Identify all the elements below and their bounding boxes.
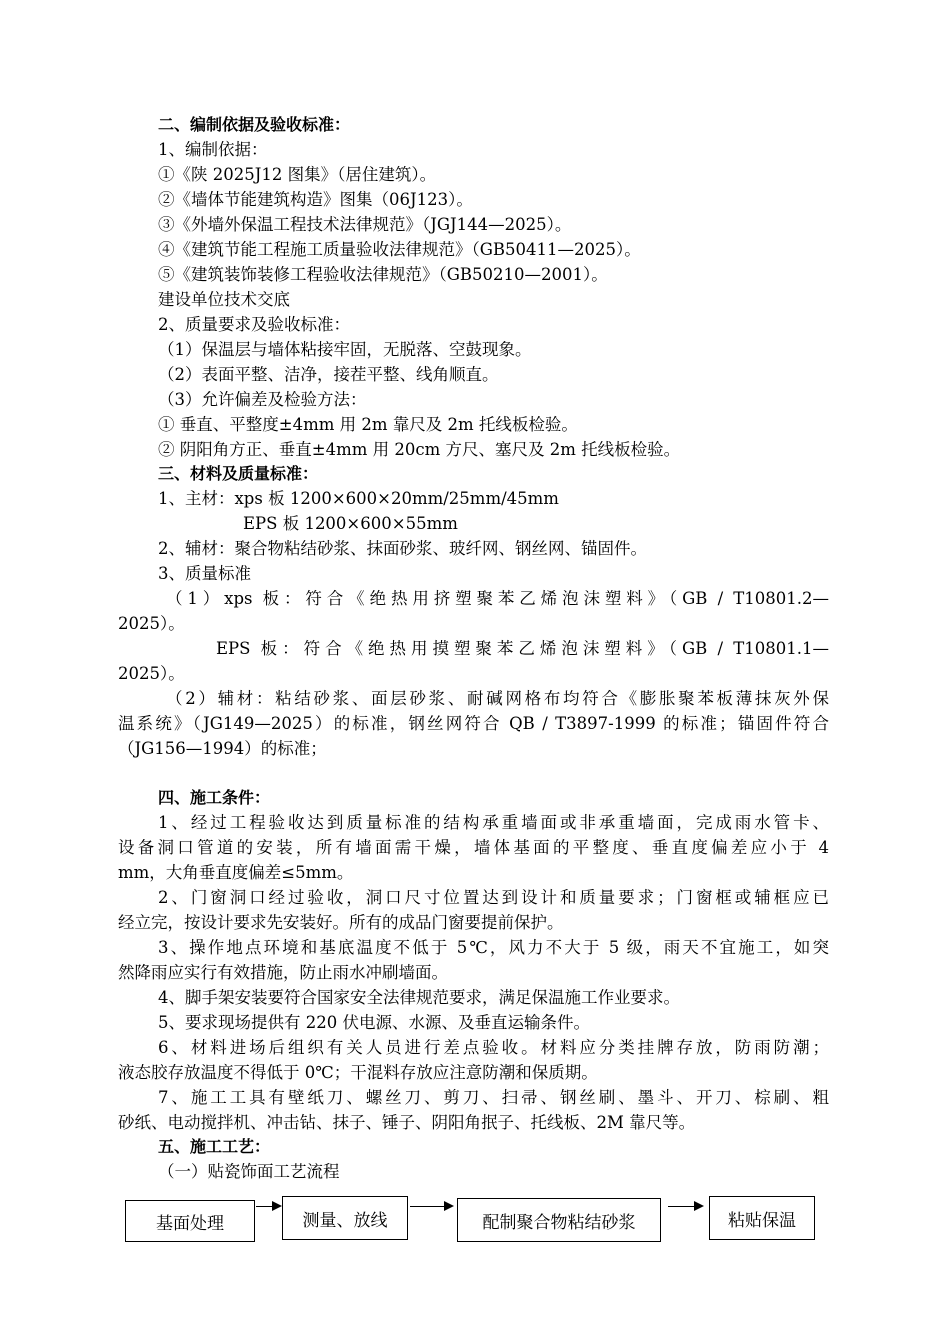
paragraph-line: 2、门窗洞口经过验收，洞口尺寸位置达到设计和质量要求；门窗框或辅框应已: [158, 888, 829, 907]
paragraph-line: 4、脚手架安装要符合国家安全法律规范要求，满足保温施工作业要求。: [158, 988, 680, 1007]
paragraph-line: 温系统》（JG149—2025）的标准，钢丝网符合 QB / T3897-1999 的标准；锚固件符合: [118, 714, 829, 733]
paragraph-line: ⑤《建筑装饰装修工程验收法律规范》（GB50210—2001）。: [158, 265, 608, 284]
paragraph-line: ② 阴阳角方正、垂直±4mm 用 20cm 方尺、塞尺及 2m 托线板检验。: [158, 440, 681, 459]
paragraph-line: ①《陕 2025J12 图集》（居住建筑）。: [158, 165, 437, 184]
paragraph-line: 2025）。: [118, 614, 185, 633]
paragraph-line: （2）辅材：粘结砂浆、面层砂浆、耐碱网格布均符合《膨胀聚苯板薄抹灰外保: [166, 689, 829, 708]
paragraph-line: 2、质量要求及验收标准：: [158, 315, 350, 334]
paragraph-line: 砂纸、电动搅拌机、冲击钻、抹子、锤子、阴阳角抿子、托线板、2M 靠尺等。: [118, 1113, 696, 1132]
paragraph-line: 1、经过工程验收达到质量标准的结构承重墙面或非承重墙面，完成雨水管卡、: [158, 813, 829, 832]
paragraph-line: 2025）。: [118, 664, 185, 683]
paragraph-line: （2）表面平整、洁净，接茬平整、线角顺直。: [158, 365, 499, 384]
paragraph-line: 然降雨应实行有效措施，防止雨水冲刷墙面。: [118, 963, 448, 982]
paragraph-line: 2、辅材：聚合物粘结砂浆、抹面砂浆、玻纤网、钢丝网、锚固件。: [158, 539, 647, 558]
section-heading: 二、编制依据及验收标准：: [158, 115, 351, 134]
paragraph-line: mm，大角垂直度偏差≤5mm。: [118, 863, 354, 882]
section-heading: 三、材料及质量标准：: [158, 464, 319, 483]
paragraph-line: 液态胶存放温度不得低于 0℃；干混料存放应注意防潮和保质期。: [118, 1063, 598, 1082]
flow-step-measure-layout: 测量、放线: [282, 1196, 408, 1240]
paragraph-line: （1）保温层与墙体粘接牢固，无脱落、空鼓现象。: [158, 340, 532, 359]
paragraph-line: ④《建筑节能工程施工质量验收法律规范》（GB50411—2025）。: [158, 240, 641, 259]
paragraph-line: 5、要求现场提供有 220 伏电源、水源、及垂直运输条件。: [158, 1013, 590, 1032]
paragraph-line: ③《外墙外保温工程技术法律规范》（JGJ144—2025）。: [158, 215, 572, 234]
paragraph-line: 3、质量标准: [158, 564, 251, 583]
flow-arrow: [668, 1206, 702, 1207]
paragraph-line: ① 垂直、平整度±4mm 用 2m 靠尺及 2m 托线板检验。: [158, 415, 578, 434]
paragraph-line: EPS 板 1200×600×55mm: [243, 514, 458, 533]
paragraph-line: ②《墙体节能建筑构造》图集（06J123）。: [158, 190, 473, 209]
flow-arrow: [410, 1206, 452, 1207]
paragraph-line: EPS 板：符合《绝热用摸塑聚苯乙烯泡沫塑料》（GB / T10801.1—: [216, 639, 829, 658]
flow-arrow: [256, 1206, 280, 1207]
paragraph-line: （一）贴瓷饰面工艺流程: [158, 1162, 340, 1181]
flow-step-paste-insulation: 粘贴保温: [709, 1196, 815, 1240]
paragraph-line: 1、主材：xps 板 1200×600×20mm/25mm/45mm: [158, 489, 559, 508]
paragraph-line: 1、编制依据：: [158, 140, 268, 159]
paragraph-line: （1）xps 板：符合《绝热用挤塑聚苯乙烯泡沫塑料》（GB / T10801.2—: [166, 589, 829, 608]
paragraph-line: 3、操作地点环境和基底温度不低于 5℃，风力不大于 5 级，雨天不宜施工，如突: [158, 938, 829, 957]
paragraph-line: 经立完，按设计要求先安装好。所有的成品门窗要提前保护。: [118, 913, 564, 932]
paragraph-line: （3）允许偏差及检验方法：: [158, 390, 367, 409]
section-heading: 四、施工条件：: [158, 788, 271, 807]
paragraph-line: 6、材料进场后组织有关人员进行差点验收。材料应分类挂牌存放，防雨防潮；: [158, 1038, 829, 1057]
flow-step-base-treatment: 基面处理: [125, 1200, 255, 1242]
flow-step-prepare-mortar: 配制聚合物粘结砂浆: [457, 1198, 661, 1242]
paragraph-line: 设备洞口管道的安装，所有墙面需干燥，墙体基面的平整度、垂直度偏差应小于 4: [118, 838, 829, 857]
paragraph-line: 建设单位技术交底: [158, 290, 290, 309]
section-heading: 五、施工工艺：: [158, 1137, 271, 1156]
paragraph-line: （JG156—1994）的标准；: [118, 739, 327, 758]
paragraph-line: 7、施工工具有壁纸刀、螺丝刀、剪刀、扫帚、钢丝刷、墨斗、开刀、棕刷、粗: [158, 1088, 829, 1107]
